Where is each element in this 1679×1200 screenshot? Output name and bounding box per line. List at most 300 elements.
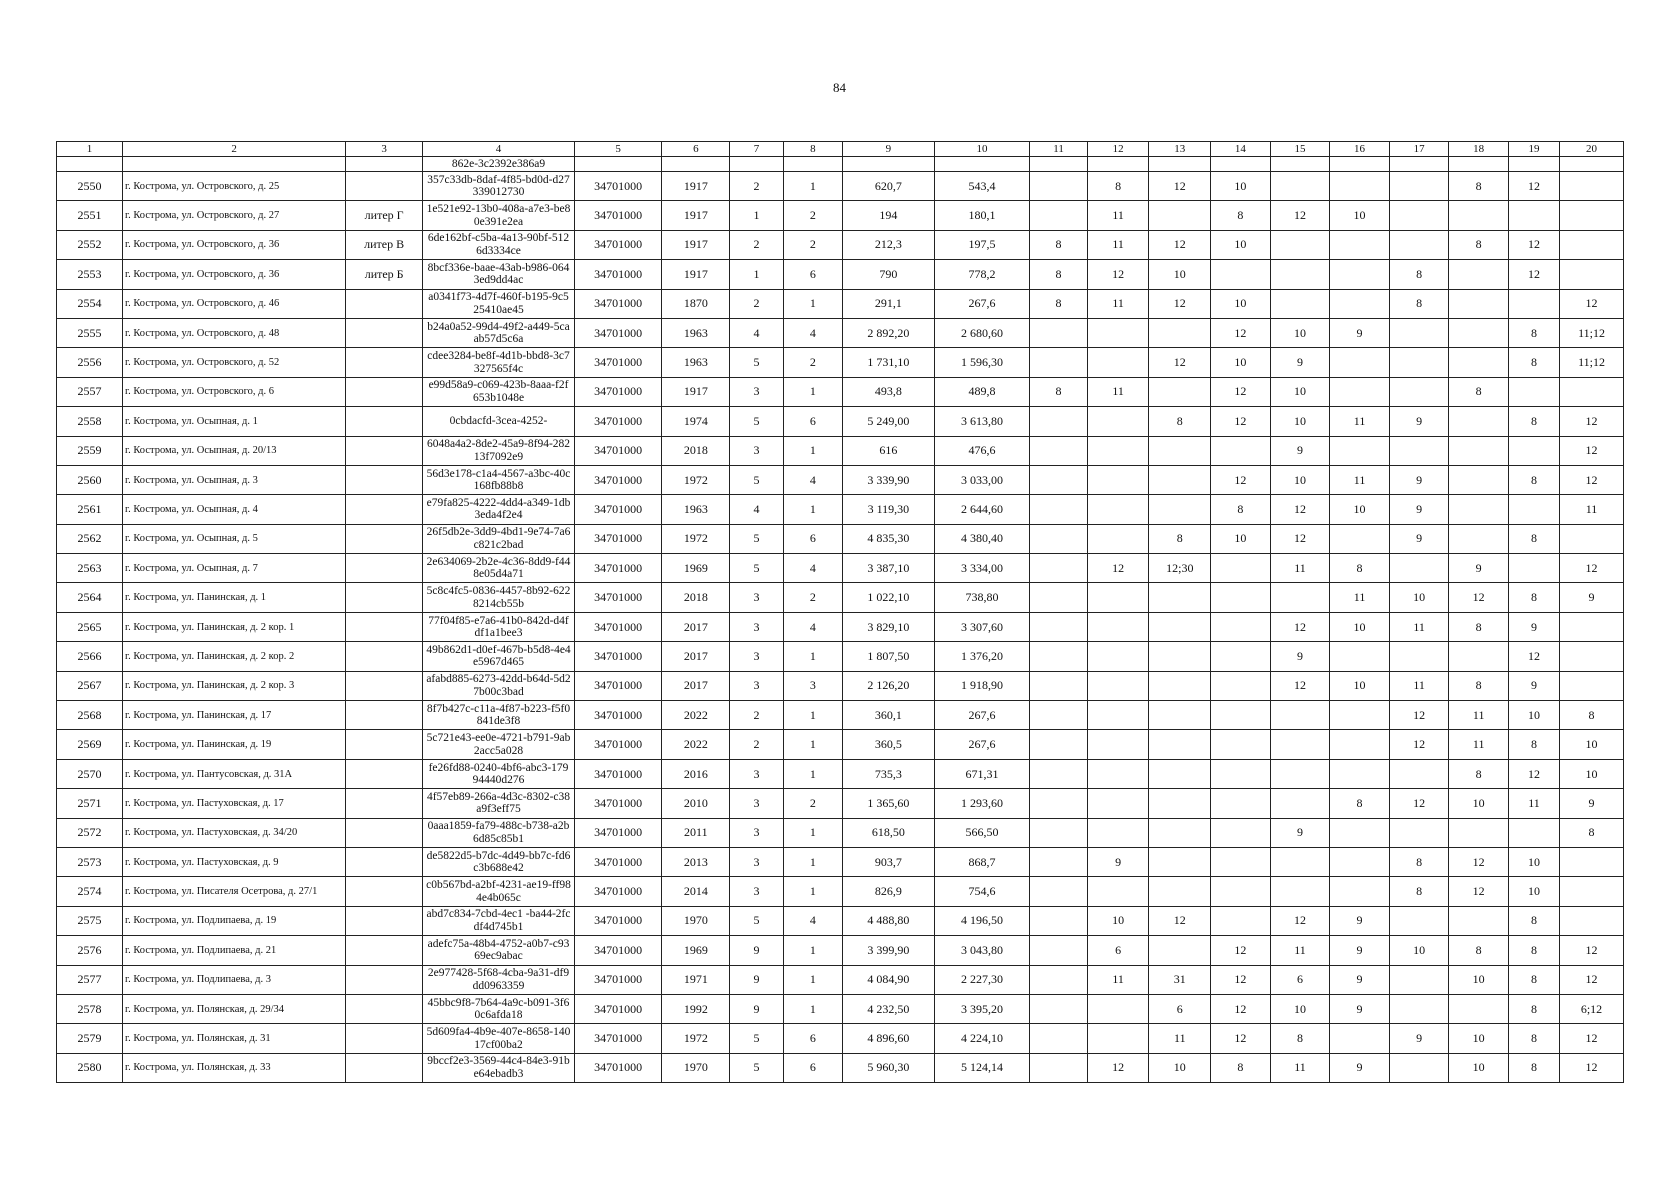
col-13-cell: 12;30 [1149,554,1211,583]
row-number-cell: 2553 [57,260,123,289]
total-area-cell: 4 084,90 [843,965,934,994]
liter-cell [346,730,423,759]
col-20-cell [1560,377,1624,406]
col-11-cell [1030,1024,1087,1053]
col-14-cell: 12 [1211,407,1271,436]
year-built-cell: 1963 [662,318,730,347]
col-11-cell [1030,465,1087,494]
fias-code-cell: 2e977428-5f68-4cba-9a31-df9dd0963359 [422,965,574,994]
total-area-cell: 2 126,20 [843,671,934,700]
row-number-cell: 2552 [57,230,123,259]
col-15-cell [1270,701,1330,730]
col-11-cell [1030,906,1087,935]
col-11-cell: 8 [1030,377,1087,406]
oktmo-cell: 34701000 [575,377,662,406]
liter-cell [346,671,423,700]
col-20-cell: 12 [1560,1053,1624,1082]
col-20-cell [1560,612,1624,641]
address-cell: г. Кострома, ул. Осыпная, д. 4 [122,495,345,524]
entrances-cell: 4 [783,906,843,935]
col-14-cell [1211,436,1271,465]
row-number-cell: 2551 [57,201,123,230]
col-19-cell: 8 [1508,524,1559,553]
year-built-cell: 2017 [662,642,730,671]
col-18-cell: 8 [1449,230,1509,259]
col-18-cell: 8 [1449,759,1509,788]
col-14-cell [1211,877,1271,906]
continuation-uuid-cell: 862e-3c2392e386a9 [422,157,574,172]
fias-code-cell: 45bbc9f8-7b64-4a9c-b091-3f60c6afda18 [422,994,574,1023]
address-cell: г. Кострома, ул. Панинская, д. 17 [122,701,345,730]
col-15-cell: 10 [1270,318,1330,347]
col-16-cell [1330,759,1390,788]
living-area-cell: 1 596,30 [934,348,1030,377]
col-20-cell: 12 [1560,1024,1624,1053]
column-number-cell: 18 [1449,142,1509,157]
col-17-cell [1389,994,1449,1023]
col-11-cell [1030,583,1087,612]
row-number-cell: 2577 [57,965,123,994]
col-18-cell [1449,348,1509,377]
col-18-cell [1449,524,1509,553]
entrances-cell: 1 [783,877,843,906]
year-built-cell: 2018 [662,583,730,612]
address-cell: г. Кострома, ул. Островского, д. 6 [122,377,345,406]
column-number-row [57,142,1624,157]
col-17-cell: 10 [1389,936,1449,965]
year-built-cell: 1970 [662,906,730,935]
col-18-cell [1449,642,1509,671]
fias-code-cell: afabd885-6273-42dd-b64d-5d27b00c3bad [422,671,574,700]
year-built-cell: 1917 [662,172,730,201]
year-built-cell: 2022 [662,701,730,730]
living-area-cell: 3 043,80 [934,936,1030,965]
living-area-cell: 3 395,20 [934,994,1030,1023]
liter-cell: литер Г [346,201,423,230]
floors-cell: 3 [730,642,783,671]
col-20-cell [1560,671,1624,700]
floors-cell: 5 [730,348,783,377]
living-area-cell: 778,2 [934,260,1030,289]
column-number-cell: 12 [1087,142,1149,157]
col-20-cell: 11;12 [1560,348,1624,377]
row-number-cell: 2554 [57,289,123,318]
liter-cell [346,583,423,612]
col-17-cell: 11 [1389,671,1449,700]
liter-cell: литер Б [346,260,423,289]
year-built-cell: 1870 [662,289,730,318]
total-area-cell: 1 022,10 [843,583,934,612]
col-13-cell [1149,201,1211,230]
col-19-cell: 8 [1508,1053,1559,1082]
col-19-cell: 8 [1508,730,1559,759]
col-12-cell [1087,877,1149,906]
col-12-cell [1087,701,1149,730]
year-built-cell: 1972 [662,1024,730,1053]
col-19-cell: 8 [1508,318,1559,347]
column-number-cell: 11 [1030,142,1087,157]
fias-code-cell: 77f04f85-e7a6-41b0-842d-d4fdf1a1bee3 [422,612,574,641]
col-11-cell [1030,172,1087,201]
col-20-cell: 12 [1560,936,1624,965]
row-number-cell: 2567 [57,671,123,700]
table-row [57,436,1624,465]
column-number-cell: 20 [1560,142,1624,157]
table-row [57,318,1624,347]
col-15-cell [1270,289,1330,318]
fias-code-cell: e79fa825-4222-4dd4-a349-1db3eda4f2e4 [422,495,574,524]
living-area-cell: 489,8 [934,377,1030,406]
page-number: 84 [833,80,846,95]
col-13-cell: 12 [1149,172,1211,201]
col-18-cell [1449,289,1509,318]
year-built-cell: 1917 [662,260,730,289]
col-15-cell: 10 [1270,994,1330,1023]
col-14-cell: 12 [1211,465,1271,494]
liter-cell [346,524,423,553]
floors-cell: 9 [730,936,783,965]
fias-code-cell: 5c721e43-ee0e-4721-b791-9ab2acc5a028 [422,730,574,759]
col-12-cell [1087,642,1149,671]
col-18-cell: 12 [1449,583,1509,612]
living-area-cell: 1 376,20 [934,642,1030,671]
col-11-cell [1030,436,1087,465]
fias-code-cell: 0aaa1859-fa79-488c-b738-a2b6d85c85b1 [422,818,574,847]
living-area-cell: 1 918,90 [934,671,1030,700]
column-number-cell: 2 [122,142,345,157]
col-12-cell [1087,318,1149,347]
table-row [57,289,1624,318]
floors-cell: 5 [730,407,783,436]
col-13-cell [1149,936,1211,965]
address-cell: г. Кострома, ул. Полянская, д. 31 [122,1024,345,1053]
total-area-cell: 4 488,80 [843,906,934,935]
column-number-cell: 3 [346,142,423,157]
address-cell: г. Кострома, ул. Панинская, д. 2 кор. 2 [122,642,345,671]
living-area-cell: 3 334,00 [934,554,1030,583]
year-built-cell: 1970 [662,1053,730,1082]
year-built-cell: 2014 [662,877,730,906]
empty-cell [662,157,730,172]
col-15-cell: 12 [1270,671,1330,700]
empty-cell [575,157,662,172]
empty-cell [1560,157,1624,172]
floors-cell: 3 [730,583,783,612]
col-17-cell: 11 [1389,612,1449,641]
col-16-cell: 9 [1330,318,1390,347]
col-17-cell [1389,201,1449,230]
floors-cell: 3 [730,671,783,700]
oktmo-cell: 34701000 [575,994,662,1023]
table-row [57,172,1624,201]
col-17-cell: 9 [1389,1024,1449,1053]
address-cell: г. Кострома, ул. Островского, д. 27 [122,201,345,230]
col-13-cell [1149,847,1211,876]
col-12-cell: 12 [1087,1053,1149,1082]
living-area-cell: 3 307,60 [934,612,1030,641]
col-19-cell: 8 [1508,936,1559,965]
col-12-cell: 11 [1087,377,1149,406]
fias-code-cell: 0cbdacfd-3cea-4252- [422,407,574,436]
oktmo-cell: 34701000 [575,172,662,201]
col-18-cell: 12 [1449,847,1509,876]
col-16-cell: 9 [1330,906,1390,935]
col-15-cell: 8 [1270,1024,1330,1053]
oktmo-cell: 34701000 [575,348,662,377]
col-19-cell: 9 [1508,671,1559,700]
address-cell: г. Кострома, ул. Осыпная, д. 7 [122,554,345,583]
year-built-cell: 1992 [662,994,730,1023]
col-13-cell [1149,465,1211,494]
col-11-cell [1030,201,1087,230]
liter-cell [346,818,423,847]
oktmo-cell: 34701000 [575,936,662,965]
column-number-cell: 15 [1270,142,1330,157]
oktmo-cell: 34701000 [575,759,662,788]
total-area-cell: 3 399,90 [843,936,934,965]
col-11-cell [1030,612,1087,641]
entrances-cell: 6 [783,260,843,289]
col-17-cell: 10 [1389,583,1449,612]
empty-cell [57,157,123,172]
col-17-cell: 8 [1389,260,1449,289]
oktmo-cell: 34701000 [575,495,662,524]
col-11-cell [1030,524,1087,553]
row-number-cell: 2557 [57,377,123,406]
col-19-cell [1508,289,1559,318]
liter-cell [346,965,423,994]
col-14-cell: 12 [1211,377,1271,406]
col-16-cell [1330,730,1390,759]
total-area-cell: 735,3 [843,759,934,788]
fias-code-cell: c0b567bd-a2bf-4231-ae19-ff984e4b065c [422,877,574,906]
col-17-cell [1389,318,1449,347]
col-13-cell: 8 [1149,407,1211,436]
year-built-cell: 1974 [662,407,730,436]
col-18-cell: 10 [1449,789,1509,818]
col-13-cell [1149,877,1211,906]
col-12-cell: 6 [1087,936,1149,965]
living-area-cell: 476,6 [934,436,1030,465]
year-built-cell: 1972 [662,524,730,553]
fias-code-cell: 1e521e92-13b0-408a-a7e3-be80e391e2ea [422,201,574,230]
row-number-cell: 2555 [57,318,123,347]
address-cell: г. Кострома, ул. Панинская, д. 19 [122,730,345,759]
total-area-cell: 2 892,20 [843,318,934,347]
col-13-cell [1149,818,1211,847]
continuation-row [57,157,1624,172]
living-area-cell: 4 196,50 [934,906,1030,935]
floors-cell: 9 [730,994,783,1023]
row-number-cell: 2572 [57,818,123,847]
col-17-cell [1389,906,1449,935]
col-15-cell: 11 [1270,1053,1330,1082]
col-19-cell: 10 [1508,877,1559,906]
oktmo-cell: 34701000 [575,554,662,583]
fias-code-cell: 8bcf336e-baae-43ab-b986-0643ed9dd4ac [422,260,574,289]
entrances-cell: 1 [783,701,843,730]
address-cell: г. Кострома, ул. Островского, д. 48 [122,318,345,347]
table-row [57,1053,1624,1082]
col-15-cell: 9 [1270,818,1330,847]
row-number-cell: 2558 [57,407,123,436]
total-area-cell: 4 835,30 [843,524,934,553]
col-20-cell: 12 [1560,407,1624,436]
col-20-cell: 11 [1560,495,1624,524]
row-number-cell: 2574 [57,877,123,906]
col-19-cell: 11 [1508,789,1559,818]
floors-cell: 5 [730,465,783,494]
living-area-cell: 2 644,60 [934,495,1030,524]
col-20-cell: 12 [1560,965,1624,994]
total-area-cell: 360,5 [843,730,934,759]
liter-cell [346,847,423,876]
table-row [57,348,1624,377]
oktmo-cell: 34701000 [575,289,662,318]
col-19-cell: 8 [1508,465,1559,494]
year-built-cell: 1969 [662,554,730,583]
col-17-cell: 9 [1389,465,1449,494]
oktmo-cell: 34701000 [575,847,662,876]
col-14-cell [1211,583,1271,612]
liter-cell [346,1024,423,1053]
entrances-cell: 6 [783,1024,843,1053]
address-cell: г. Кострома, ул. Писателя Осетрова, д. 27/1 [122,877,345,906]
liter-cell [346,789,423,818]
col-19-cell: 8 [1508,994,1559,1023]
liter-cell [346,877,423,906]
entrances-cell: 4 [783,318,843,347]
col-13-cell [1149,377,1211,406]
liter-cell [346,642,423,671]
liter-cell [346,936,423,965]
liter-cell [346,1053,423,1082]
fias-code-cell: 9bccf2e3-3569-44c4-84e3-91be64ebadb3 [422,1053,574,1082]
col-16-cell: 8 [1330,789,1390,818]
col-20-cell [1560,906,1624,935]
fias-code-cell: 56d3e178-c1a4-4567-a3bc-40c168fb88b8 [422,465,574,494]
col-16-cell [1330,642,1390,671]
col-19-cell: 12 [1508,260,1559,289]
entrances-cell: 1 [783,994,843,1023]
col-13-cell [1149,583,1211,612]
col-14-cell [1211,789,1271,818]
col-20-cell: 11;12 [1560,318,1624,347]
entrances-cell: 1 [783,818,843,847]
col-15-cell [1270,230,1330,259]
fias-code-cell: 357c33db-8daf-4f85-bd0d-d27339012730 [422,172,574,201]
row-number-cell: 2575 [57,906,123,935]
oktmo-cell: 34701000 [575,730,662,759]
address-cell: г. Кострома, ул. Островского, д. 52 [122,348,345,377]
col-12-cell [1087,348,1149,377]
oktmo-cell: 34701000 [575,818,662,847]
col-19-cell [1508,377,1559,406]
total-area-cell: 4 232,50 [843,994,934,1023]
floors-cell: 5 [730,1024,783,1053]
oktmo-cell: 34701000 [575,230,662,259]
oktmo-cell: 34701000 [575,642,662,671]
col-14-cell [1211,671,1271,700]
col-13-cell [1149,436,1211,465]
row-number-cell: 2571 [57,789,123,818]
col-13-cell [1149,671,1211,700]
address-cell: г. Кострома, ул. Пантусовская, д. 31А [122,759,345,788]
total-area-cell: 790 [843,260,934,289]
empty-cell [1330,157,1390,172]
fias-code-cell: 26f5db2e-3dd9-4bd1-9e74-7a6c821c2bad [422,524,574,553]
col-14-cell [1211,612,1271,641]
col-18-cell: 9 [1449,554,1509,583]
col-11-cell [1030,318,1087,347]
address-cell: г. Кострома, ул. Пастуховская, д. 34/20 [122,818,345,847]
col-17-cell [1389,172,1449,201]
col-16-cell [1330,847,1390,876]
col-12-cell [1087,730,1149,759]
row-number-cell: 2561 [57,495,123,524]
col-17-cell: 12 [1389,730,1449,759]
col-17-cell: 12 [1389,701,1449,730]
col-15-cell: 12 [1270,495,1330,524]
row-number-cell: 2565 [57,612,123,641]
floors-cell: 4 [730,318,783,347]
col-20-cell: 12 [1560,436,1624,465]
col-18-cell [1449,260,1509,289]
column-number-cell: 9 [843,142,934,157]
floors-cell: 3 [730,377,783,406]
address-cell: г. Кострома, ул. Островского, д. 25 [122,172,345,201]
empty-cell [783,157,843,172]
col-12-cell [1087,407,1149,436]
col-17-cell [1389,436,1449,465]
col-14-cell [1211,701,1271,730]
oktmo-cell: 34701000 [575,524,662,553]
col-19-cell: 8 [1508,906,1559,935]
living-area-cell: 1 293,60 [934,789,1030,818]
total-area-cell: 1 731,10 [843,348,934,377]
col-17-cell [1389,230,1449,259]
col-16-cell: 10 [1330,671,1390,700]
address-cell: г. Кострома, ул. Осыпная, д. 3 [122,465,345,494]
col-18-cell: 11 [1449,730,1509,759]
col-20-cell: 12 [1560,465,1624,494]
col-15-cell [1270,172,1330,201]
col-11-cell [1030,759,1087,788]
living-area-cell: 267,6 [934,701,1030,730]
entrances-cell: 2 [783,348,843,377]
col-12-cell [1087,583,1149,612]
col-20-cell [1560,201,1624,230]
col-17-cell: 8 [1389,877,1449,906]
col-20-cell: 8 [1560,818,1624,847]
liter-cell [346,407,423,436]
col-19-cell: 12 [1508,759,1559,788]
liter-cell [346,465,423,494]
oktmo-cell: 34701000 [575,201,662,230]
table-row [57,465,1624,494]
entrances-cell: 6 [783,1053,843,1082]
col-13-cell [1149,495,1211,524]
table-row [57,877,1624,906]
col-11-cell [1030,554,1087,583]
col-15-cell [1270,789,1330,818]
col-16-cell [1330,524,1390,553]
entrances-cell: 4 [783,465,843,494]
entrances-cell: 1 [783,642,843,671]
oktmo-cell: 34701000 [575,1053,662,1082]
col-12-cell [1087,1024,1149,1053]
col-19-cell: 8 [1508,348,1559,377]
